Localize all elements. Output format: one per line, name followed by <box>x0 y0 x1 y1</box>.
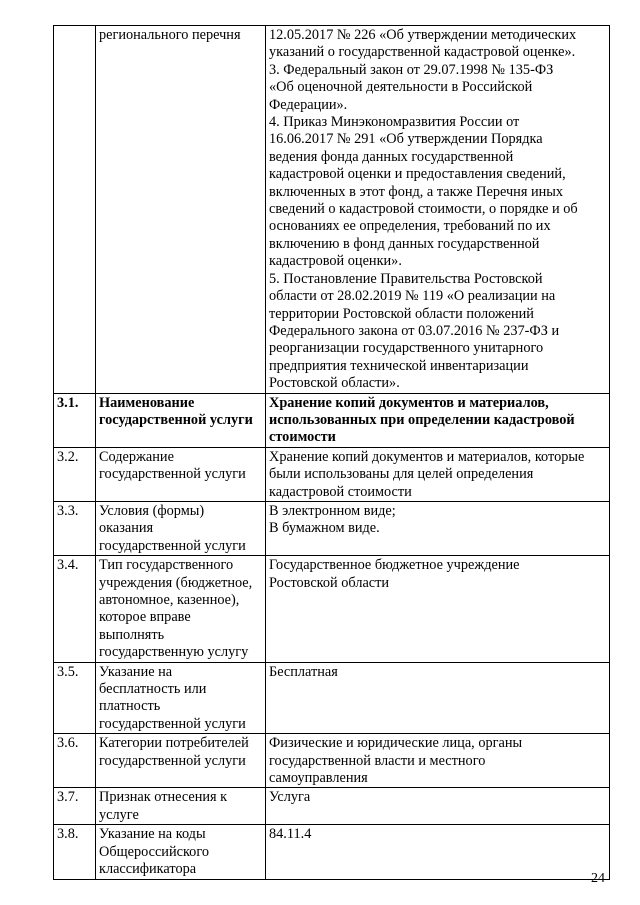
value-line: Хранение копий документов и материалов, <box>269 394 549 411</box>
row-label <box>96 825 266 879</box>
label-line: регионального перечня <box>99 27 241 43</box>
label-line: Признак отнесения к <box>99 789 228 806</box>
label-line: Указание на <box>99 663 173 680</box>
row-number: 3.6. <box>54 734 96 788</box>
value-line: 4. Приказ Минэкономразвития России от <box>269 114 520 131</box>
row-label <box>96 788 266 825</box>
label-line: государственной услуги <box>99 466 246 483</box>
label-line: государственной услуги <box>99 715 246 732</box>
service-table <box>53 25 610 880</box>
row-label <box>96 501 266 555</box>
row-number: 3.5. <box>54 662 96 734</box>
value-line: 5. Постановление Правительства Ростовской <box>269 270 543 287</box>
row-number: 3.3. <box>54 501 96 555</box>
value-line: государственной власти и местного <box>269 752 486 769</box>
value-line: 3. Федеральный закон от 29.07.1998 № 135-ФЗ <box>269 61 554 78</box>
value-line: указаний о государственной кадастровой оценке». <box>269 44 576 61</box>
value-line: В бумажном виде. <box>269 520 380 537</box>
value-line: кадастровой оценки». <box>269 253 402 270</box>
table-row <box>54 788 610 825</box>
label-line: Содержание <box>99 448 174 465</box>
table-row <box>54 26 610 394</box>
row-value <box>266 26 610 394</box>
value-line: «Об оценочной деятельности в Российской <box>269 79 533 96</box>
value-line: 84.11.4 <box>269 826 312 843</box>
label-line: Общероссийского <box>99 843 209 860</box>
value-line: территории Ростовской области положений <box>269 305 534 322</box>
value-line: реорганизации государственного унитарного <box>269 340 544 357</box>
value-line: предприятия технической инвентаризации <box>269 357 529 374</box>
value-line: включению в фонд данных государственной <box>269 235 540 252</box>
row-value <box>266 734 610 788</box>
table-row <box>54 501 610 555</box>
table-row <box>54 825 610 879</box>
value-line: Федерации». <box>269 96 348 113</box>
value-line: ведения фонда данных государственной <box>269 148 514 165</box>
label-line: Наименование <box>99 394 195 411</box>
value-line: Физические и юридические лица, органы <box>269 735 523 752</box>
value-line: области от 28.02.2019 № 119 «О реализации на <box>269 288 556 305</box>
value-line: 16.06.2017 № 291 «Об утверждении Порядка <box>269 131 543 148</box>
row-number: 3.4. <box>54 556 96 662</box>
label-line: которое вправе <box>99 609 191 626</box>
table-body <box>54 26 610 880</box>
row-value <box>266 825 610 879</box>
label-line: государственной услуги <box>99 537 246 554</box>
value-line: 12.05.2017 № 226 «Об утверждении методических <box>269 27 577 43</box>
label-line: услуге <box>99 806 139 823</box>
row-value <box>266 788 610 825</box>
value-line: включенных в этот фонд, а также Перечня иных <box>269 183 564 200</box>
row-label <box>96 26 266 394</box>
row-value <box>266 662 610 734</box>
label-line: выполнять <box>99 626 165 643</box>
value-line: кадастровой оценки и предоставления сведений, <box>269 166 566 183</box>
label-line: государственной услуги <box>99 411 253 428</box>
value-line: Ростовской области». <box>269 375 400 392</box>
row-number: 3.7. <box>54 788 96 825</box>
page-number: 24 <box>591 871 605 886</box>
label-line: государственной услуги <box>99 752 246 769</box>
value-line: кадастровой стоимости <box>269 483 412 500</box>
row-number: 3.8. <box>54 825 96 879</box>
value-line: стоимости <box>269 429 336 446</box>
label-line: Категории потребителей <box>99 735 249 752</box>
value-line: Бесплатная <box>269 663 338 680</box>
value-line: Федерального закона от 03.07.2016 № 237-ФЗ и <box>269 322 560 339</box>
label-line: классификатора <box>99 861 197 878</box>
value-line: Ростовской области <box>269 574 390 591</box>
table-row <box>54 556 610 662</box>
row-value <box>266 556 610 662</box>
row-label <box>96 447 266 501</box>
table-row <box>54 662 610 734</box>
value-line: использованных при определении кадастровой <box>269 411 575 428</box>
value-line: Хранение копий документов и материалов, которые <box>269 448 585 465</box>
row-label <box>96 393 266 447</box>
row-label <box>96 662 266 734</box>
row-number <box>54 26 96 394</box>
label-line: оказания <box>99 520 154 537</box>
value-line: В электронном виде; <box>269 502 396 519</box>
label-line: государственную услугу <box>99 644 249 661</box>
table-row <box>54 393 610 447</box>
row-label <box>96 556 266 662</box>
value-line: самоуправления <box>269 770 368 787</box>
value-line: Услуга <box>269 789 311 806</box>
label-line: автономное, казенное), <box>99 592 240 608</box>
value-line: сведений о кадастровой стоимости, о порядке и об <box>269 201 578 218</box>
row-value <box>266 393 610 447</box>
label-line: платность <box>99 698 161 715</box>
row-value <box>266 501 610 555</box>
table-row <box>54 447 610 501</box>
value-line: основаниях ее определения, требований по их <box>269 218 551 235</box>
label-line: учреждения (бюджетное, <box>99 574 253 591</box>
value-line: были использованы для целей определения <box>269 466 534 483</box>
row-number: 3.1. <box>54 393 96 447</box>
table-row <box>54 734 610 788</box>
row-label <box>96 734 266 788</box>
label-line: Условия (формы) <box>99 502 205 519</box>
row-value <box>266 447 610 501</box>
value-line: Государственное бюджетное учреждение <box>269 557 520 574</box>
row-number: 3.2. <box>54 447 96 501</box>
label-line: Тип государственного <box>99 557 234 574</box>
label-line: бесплатность или <box>99 681 207 698</box>
label-line: Указание на коды <box>99 826 206 843</box>
